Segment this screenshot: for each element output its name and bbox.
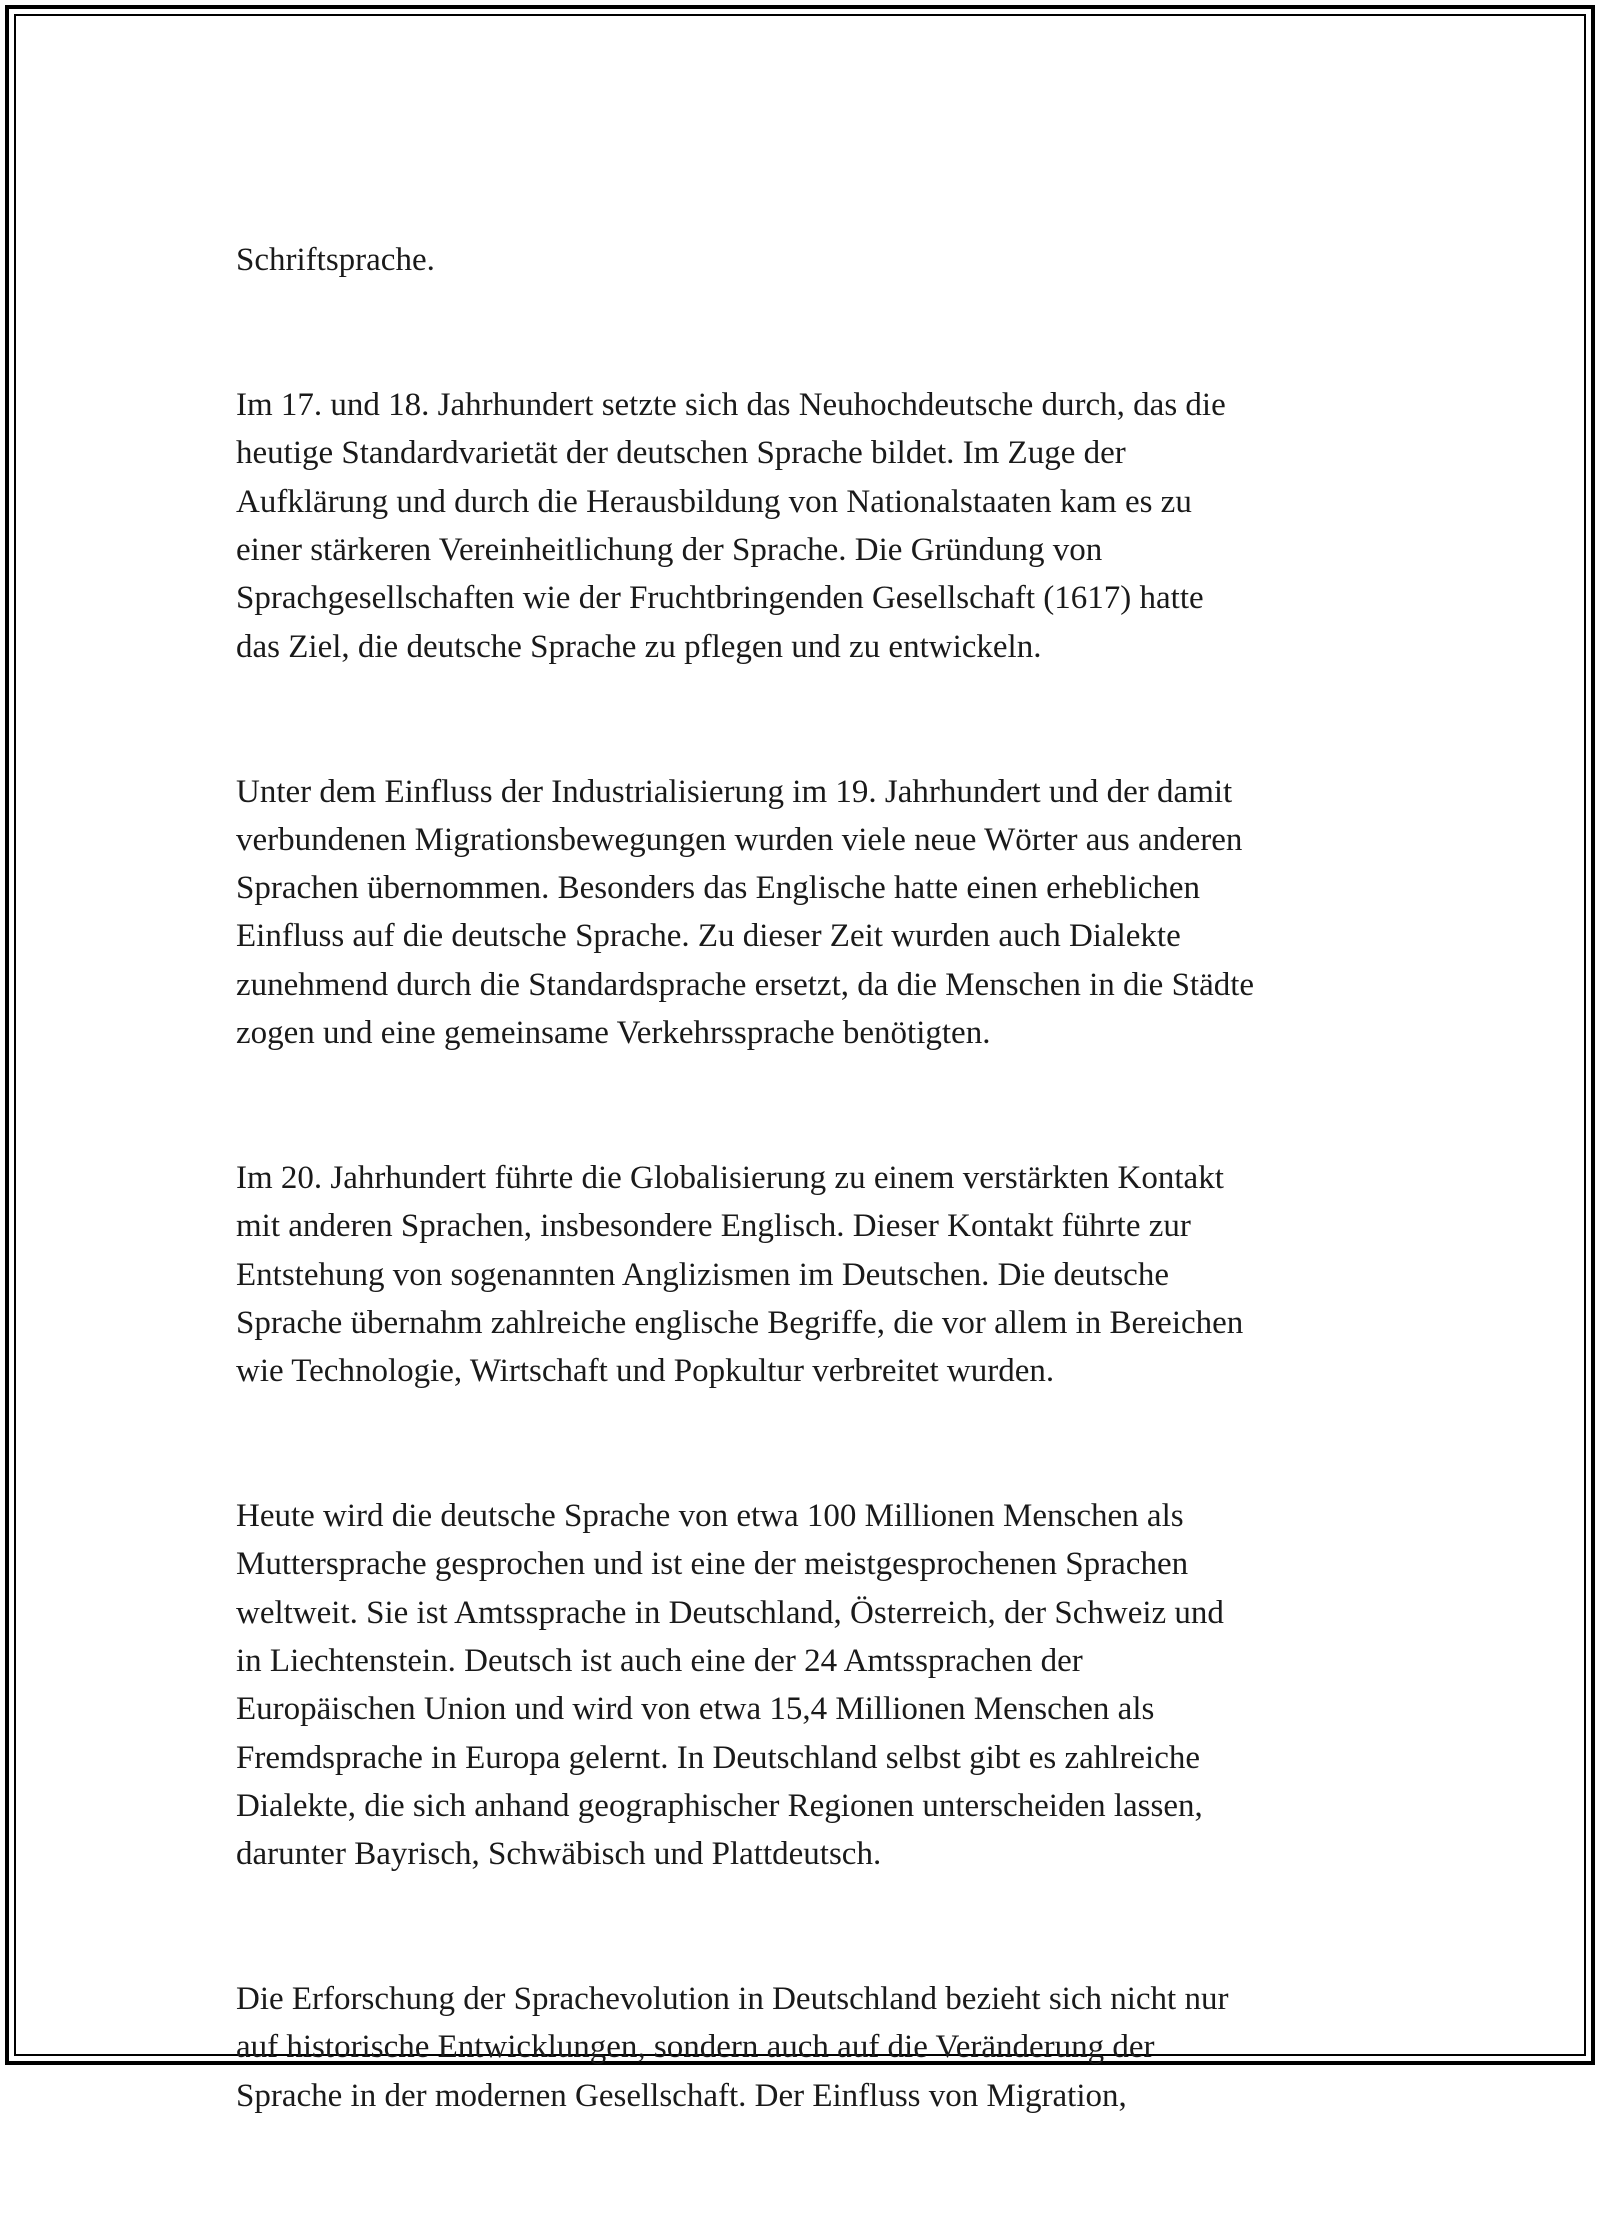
paragraph: Schriftsprache. [236, 242, 435, 279]
paragraph: Unter dem Einfluss der Industrialisierung im 19. Jahrhundert und der damit verbundenen Migrationsbewegungen wurden viele neue Wörter aus anderen Sprachen übernommen. Besonders das Englische hatte einen erheblichen Einfluss auf die deutsche Sprache. Zu dieser Zeit wurden auch Dialekte zunehmend durch die Standardsprache ersetzt, da die Menschen in die Städte zogen und eine gemeinsame Verkehrssprache benötigten. [236, 773, 1255, 1052]
paragraph: Die Erforschung der Sprachevolution in Deutschland bezieht sich nicht nur auf historische Entwicklungen, sondern auch auf die Veränderung der Sprache in der modernen Gesellschaft. Der Einfluss von Migration, [236, 1980, 1229, 2114]
paragraph: Im 20. Jahrhundert führte die Globalisierung zu einem verstärkten Kontakt mit anderen Sprachen, insbesondere Englisch. Dieser Kontakt führte zur Entstehung von sogenannten Anglizismen im Deutschen. Die deutsche Sprache übernahm zahlreiche englische Begriffe, die vor allem in Bereichen wie Technologie, Wirtschaft und Popkultur verbreitet wurden. [236, 1159, 1244, 1390]
paragraph: Heute wird die deutsche Sprache von etwa 100 Millionen Menschen als Muttersprache gesprochen und ist eine der meistgesprochenen Sprachen weltweit. Sie ist Amtssprache in Deutschland, Österreich, der Schweiz und in Liechtenstein. Deutsch ist auch eine der 24 Amtssprachen der Europäischen Union und wird von etwa 15,4 Millionen Menschen als Fremdsprache in Europa gelernt. In Deutschland selbst gibt es zahlreiche Dialekte, die sich anhand geographischer Regionen unterscheiden lassen, darunter Bayrisch, Schwäbisch und Plattdeutsch. [236, 1498, 1224, 1873]
document-body [236, 188, 1386, 2216]
paragraph: Im 17. und 18. Jahrhundert setzte sich das Neuhochdeutsche durch, das die heutige Standardvarietät der deutschen Sprache bildet. Im Zuge der Aufklärung und durch die Herausbildung von Nationalstaaten kam es zu einer stärkeren Vereinheitlichung der Sprache. Die Gründung von Sprachgesellschaften wie der Fruchtbringenden Gesellschaft (1617) hatte das Ziel, die deutsche Sprache zu pflegen und zu entwickeln. [236, 387, 1226, 665]
